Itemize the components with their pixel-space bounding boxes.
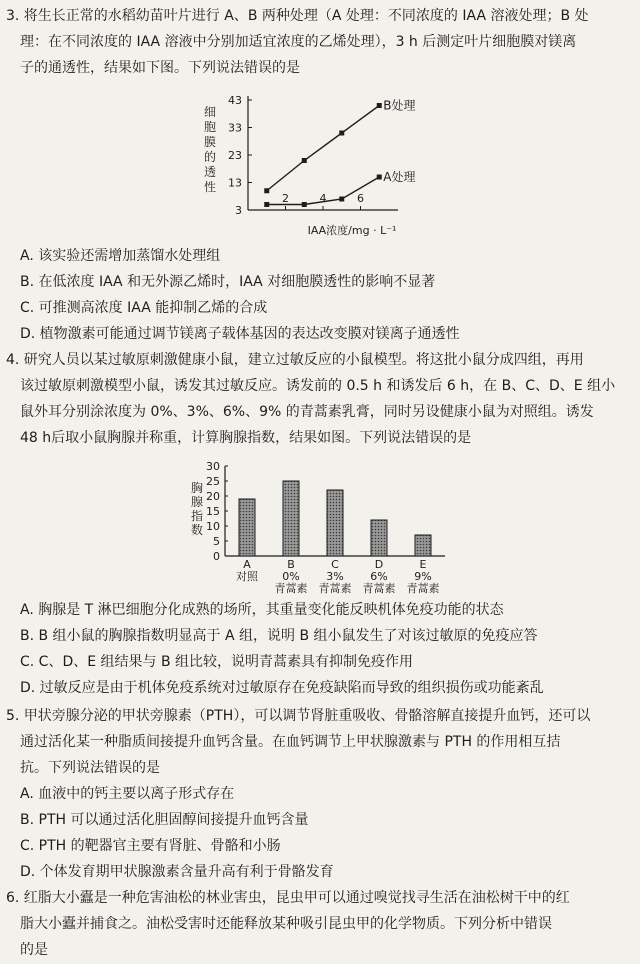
y-axis-label-char: 指 xyxy=(190,509,204,523)
y-axis-label-char: 性 xyxy=(203,180,217,194)
q4-option-d: D. 过敏反应是由于机体免疫系统对过敏原存在免疫缺陷而导致的组织损伤或功能紊乱 xyxy=(20,680,544,696)
bar-c xyxy=(327,490,343,556)
category-sublabel-2: 青蒿素 xyxy=(274,582,308,595)
q5-option-a: A. 血液中的钙主要以离子形式存在 xyxy=(20,786,235,802)
q6-line-1: 6. 红脂大小蠹是一种危害油松的林业害虫，昆虫甲可以通过嗅觉找寻生活在油松树干中的红 xyxy=(6,890,570,906)
category-label: D xyxy=(374,558,384,571)
q3-line-1: 3. 将生长正常的水稻幼苗叶片进行 A、B 两种处理（A 处理：不同浓度的 IAA 溶液处理；B 处 xyxy=(6,8,589,24)
q4-line-1: 4. 研究人员以某过敏原刺激健康小鼠，建立过敏反应的小鼠模型。将这批小鼠分成四组，再用 xyxy=(6,352,584,368)
y-axis-label-char: 胞 xyxy=(203,120,217,134)
q4-line-3: 鼠外耳分别涂浓度为 0%、3%、6%、9% 的青蒿素乳膏，同时另设健康小鼠为对照组。诱发 xyxy=(20,404,594,420)
data-point xyxy=(264,188,269,193)
category-sublabel: 0% xyxy=(282,570,300,583)
q3-option-c: C. 可推测高浓度 IAA 能抑制乙烯的合成 xyxy=(20,300,268,316)
category-sublabel: 对照 xyxy=(236,570,258,583)
category-sublabel: 6% xyxy=(370,570,388,583)
q3-option-d: D. 植物激素可能通过调节镁离子载体基因的表达改变膜对镁离子通透性 xyxy=(20,326,460,342)
category-label: A xyxy=(243,558,251,571)
data-point xyxy=(302,202,307,207)
y-tick-label: 0 xyxy=(213,550,220,563)
y-tick-label: 20 xyxy=(206,490,220,503)
category-sublabel: 9% xyxy=(414,570,432,583)
q5-option-d: D. 个体发育期甲状腺激素含量升高有利于骨骼发育 xyxy=(20,864,334,880)
y-axis-label-char: 膜 xyxy=(203,135,217,149)
series-line-b xyxy=(267,106,380,191)
x-tick-label: 6 xyxy=(357,192,364,205)
y-tick-label: 30 xyxy=(206,460,220,473)
bar-b xyxy=(283,481,299,556)
bar-a xyxy=(239,499,255,556)
data-point xyxy=(264,202,269,207)
data-point xyxy=(339,197,344,202)
y-tick-label: 43 xyxy=(228,94,242,107)
q6-line-2: 脂大小蠹并捕食之。油松受害时还能释放某种吸引昆虫甲的化学物质。下列分析中错误 xyxy=(20,916,552,932)
series-label: A处理 xyxy=(383,170,416,184)
thymus-bar-chart xyxy=(185,456,465,596)
y-axis-label-char: 透 xyxy=(203,165,217,179)
category-label: E xyxy=(419,558,427,571)
q5-option-c: C. PTH 的靶器官主要有肾脏、骨骼和小肠 xyxy=(20,838,281,854)
q5-line-1: 5. 甲状旁腺分泌的甲状旁腺素（PTH），可以调节肾脏重吸收、骨骼溶解直接提升血钙，还可以 xyxy=(6,708,591,724)
y-axis-label-char: 的 xyxy=(203,150,217,164)
category-sublabel-2: 青蒿素 xyxy=(318,582,352,595)
q3-option-b: B. 在低浓度 IAA 和无外源乙烯时，IAA 对细胞膜透性的影响不显著 xyxy=(20,274,436,290)
q5-line-3: 抗。下列说法错误的是 xyxy=(20,760,160,776)
q4-option-c: C. C、D、E 组结果与 B 组比较，说明青蒿素具有抑制免疫作用 xyxy=(20,654,414,670)
y-tick-label: 13 xyxy=(228,176,242,190)
y-axis-label-char: 胸 xyxy=(190,481,204,495)
category-sublabel-2: 青蒿素 xyxy=(406,582,440,595)
q5-option-b: B. PTH 可以通过活化胆固醇间接提升血钙含量 xyxy=(20,812,309,828)
y-tick-label: 15 xyxy=(206,505,220,518)
y-axis-label-char: 腺 xyxy=(190,495,204,509)
y-tick-label: 25 xyxy=(206,475,220,488)
y-axis-label-char: 细 xyxy=(203,105,217,119)
q4-option-b: B. B 组小鼠的胸腺指数明显高于 A 组，说明 B 组小鼠发生了对该过敏原的免疫应答 xyxy=(20,628,538,644)
category-label: B xyxy=(287,558,295,571)
data-point xyxy=(339,131,344,136)
y-tick-label: 23 xyxy=(228,149,242,162)
y-tick-label: 10 xyxy=(206,520,220,533)
category-sublabel-2: 青蒿素 xyxy=(362,582,396,595)
y-tick-label: 5 xyxy=(213,535,220,548)
data-point xyxy=(377,103,382,108)
series-label: B处理 xyxy=(383,98,416,113)
y-tick-label: 3 xyxy=(235,204,242,217)
category-label: C xyxy=(331,558,339,571)
q4-option-a: A. 胸腺是 T 淋巴细胞分化成熟的场所，其重量变化能反映机体免疫功能的状态 xyxy=(20,602,504,618)
category-sublabel: 3% xyxy=(326,570,344,583)
q3-line-2: 理：在不同浓度的 IAA 溶液中分别加适宜浓度的乙烯处理），3 h 后测定叶片细胞膜对镁离 xyxy=(20,34,577,50)
q3-option-a: A. 该实验还需增加蒸馏水处理组 xyxy=(20,248,221,264)
q4-line-2: 该过敏原刺激模型小鼠，诱发其过敏反应。诱发前的 0.5 h 和诱发后 6 h，在 B、C、D、E 组小 xyxy=(20,378,616,394)
y-axis-label-char: 数 xyxy=(190,523,204,537)
iaa-line-chart xyxy=(190,86,460,242)
x-tick-label: 4 xyxy=(319,192,327,205)
bar-e xyxy=(415,535,431,556)
x-axis-label: IAA浓度/mg · L⁻¹ xyxy=(307,224,397,237)
bar-d xyxy=(371,520,387,556)
data-point xyxy=(377,175,382,180)
y-tick-label: 33 xyxy=(228,121,242,135)
q6-line-3: 的是 xyxy=(20,942,48,958)
data-point xyxy=(302,158,307,163)
q5-line-2: 通过活化某一种脂质间接提升血钙含量。在血钙调节上甲状腺激素与 PTH 的作用相互拮 xyxy=(20,734,561,750)
x-tick-label: 2 xyxy=(282,192,289,205)
q4-line-4: 48 h后取小鼠胸腺并称重，计算胸腺指数，结果如图。下列说法错误的是 xyxy=(20,430,472,446)
q3-line-3: 子的通透性，结果如下图。下列说法错误的是 xyxy=(20,60,300,76)
